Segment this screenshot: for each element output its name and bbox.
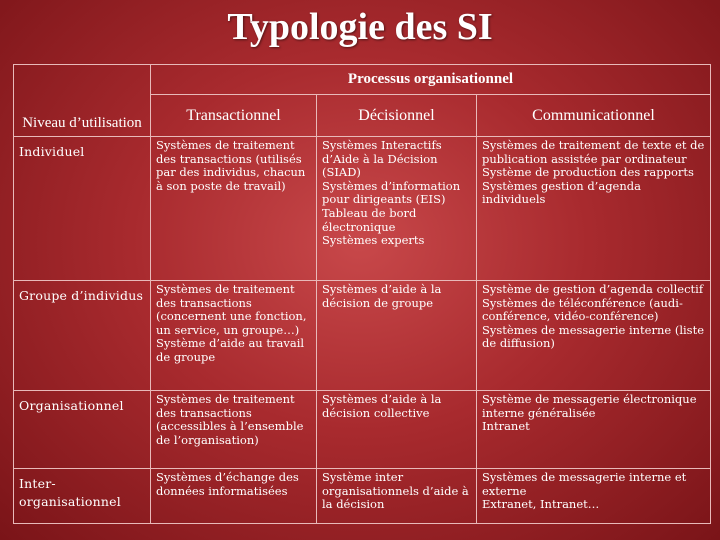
cell-line: Systèmes d’aide à la décision collective xyxy=(322,392,442,420)
cell-decisionnel xyxy=(317,391,477,469)
header-decisionnel: Décisionnel xyxy=(317,95,477,137)
cell-line: Systèmes d’information pour dirigeants (EIS) xyxy=(322,178,461,207)
cell-line: Systèmes de traitement de texte et de publication assistée par ordinateur xyxy=(482,138,705,166)
cell-line: Système de messagerie électronique interne généralisée xyxy=(482,392,697,420)
cell-transactionnel xyxy=(151,391,317,469)
level-individuel: Individuel xyxy=(14,137,151,281)
table-row xyxy=(14,391,711,469)
cell-line: Systèmes d’échange des données informatisées xyxy=(156,470,299,498)
table-row xyxy=(14,137,711,281)
level-inter-organisationnel: Inter-organisationnel xyxy=(14,469,151,524)
cell-transactionnel xyxy=(151,469,317,524)
cell-communicationnel xyxy=(477,391,711,469)
cell-transactionnel xyxy=(151,137,317,281)
cell-line: Système inter organisationnels d’aide à la décision xyxy=(322,470,469,512)
cell-communicationnel xyxy=(477,137,711,281)
cell-line: Système de production des rapports xyxy=(482,165,694,180)
cell-decisionnel xyxy=(317,469,477,524)
cell-line: Intranet xyxy=(482,419,530,434)
header-transactionnel: Transactionnel xyxy=(151,95,317,137)
cell-line: Systèmes d’aide à la décision de groupe xyxy=(322,282,442,310)
cell-decisionnel xyxy=(317,137,477,281)
cell-line: Systèmes de téléconférence (audi-conférence, vidéo-conférence) xyxy=(482,295,683,324)
header-process: Processus organisationnel xyxy=(151,65,711,95)
cell-communicationnel xyxy=(477,469,711,524)
cell-line: Systèmes gestion d’agenda individuels xyxy=(482,178,641,207)
header-communicationnel: Communicationnel xyxy=(477,95,711,137)
cell-line: Systèmes de traitement des transactions (utilisés par des individus, chacun à son poste de travail) xyxy=(156,138,306,193)
cell-line: Systèmes de messagerie interne (liste de diffusion) xyxy=(482,322,705,351)
cell-line: Systèmes de messagerie interne et externe xyxy=(482,470,687,498)
cell-decisionnel xyxy=(317,281,477,391)
cell-line: Système de gestion d’agenda collectif xyxy=(482,282,704,296)
cell-line: Systèmes de traitement des transactions (accessibles à l’ensemble de l’organisation) xyxy=(156,392,304,447)
cell-transactionnel xyxy=(151,281,317,391)
cell-line: Système d’aide au travail de groupe xyxy=(156,336,305,364)
cell-line: Tableau de bord électronique xyxy=(322,205,417,234)
cell-line: Systèmes Interactifs d’Aide à la Décision (SIAD) xyxy=(322,138,442,180)
typology-table xyxy=(13,64,711,524)
cell-line: Extranet, Intranet… xyxy=(482,497,600,512)
table-row xyxy=(14,281,711,391)
header-level: Niveau d’utilisation xyxy=(14,65,151,137)
level-organisationnel: Organisationnel xyxy=(14,391,151,469)
level-groupe: Groupe d’individus xyxy=(14,281,151,391)
cell-communicationnel xyxy=(477,281,711,391)
cell-line: Systèmes experts xyxy=(322,233,425,248)
cell-line: Systèmes de traitement des transactions (concernent une fonction, un service, un groupe…) xyxy=(156,282,307,337)
table-row xyxy=(14,469,711,524)
slide-title: Typologie des SI xyxy=(227,6,493,48)
